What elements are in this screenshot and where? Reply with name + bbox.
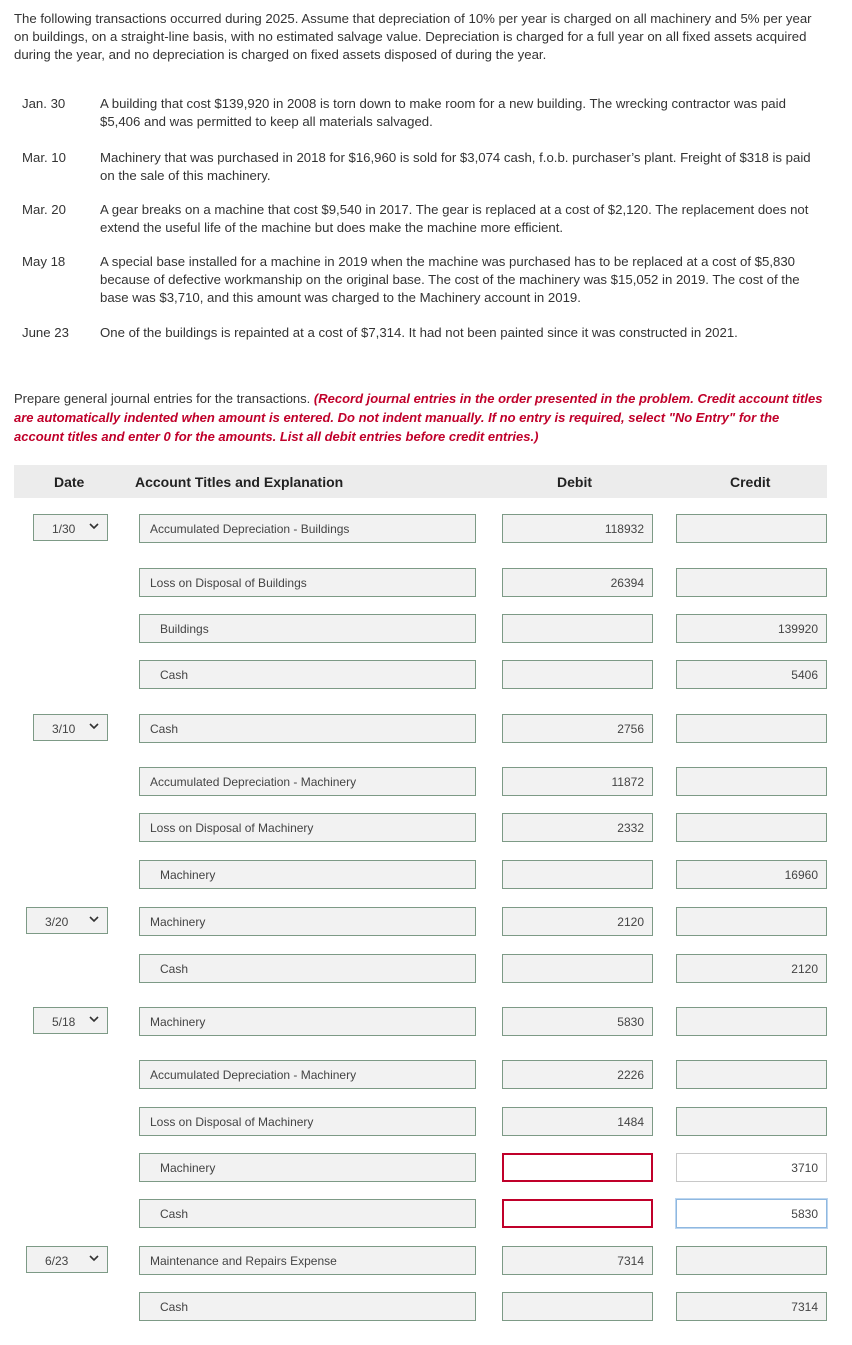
account-title-input[interactable] xyxy=(139,1060,476,1089)
debit-input[interactable]: 2120 xyxy=(502,907,653,936)
date-select[interactable] xyxy=(33,714,108,741)
debit-input[interactable]: 26394 xyxy=(502,568,653,597)
account-title-value: Machinery xyxy=(150,1015,206,1029)
date-value: 1/30 xyxy=(52,522,76,536)
credit-input[interactable]: 5406 xyxy=(676,660,827,689)
debit-input[interactable] xyxy=(502,1292,653,1321)
instructions-emphasis: (Record journal entries in the order presented in the problem. Credit account titles are automatically indented when amount is entered. Do not indent manually. If no entry is required, select "No Entry" for the account titles and enter 0 for the amounts. List all debit entries before credit entries.) xyxy=(14,391,823,444)
account-title-input[interactable] xyxy=(139,860,476,889)
debit-input[interactable]: 2332 xyxy=(502,813,653,842)
debit-input[interactable] xyxy=(502,1199,653,1228)
date-value: 5/18 xyxy=(52,1015,76,1029)
credit-input[interactable] xyxy=(676,813,827,842)
debit-input[interactable]: 11872 xyxy=(502,767,653,796)
transaction-text: A special base installed for a machine in 2019 when the machine was purchased has to be replaced at a cost of $5,830 because of defective workmanship on the original base. The cost of the machinery was $15,052 in 2019. The cost of the base was $3,710, and this amount was charged to the Machinery account in 2019. xyxy=(100,254,800,305)
account-title-input[interactable] xyxy=(139,1292,476,1321)
debit-input[interactable]: 1484 xyxy=(502,1107,653,1136)
journal-row xyxy=(0,1107,852,1136)
date-value: 6/23 xyxy=(45,1254,69,1268)
problem-intro: The following transactions occurred during 2025. Assume that depreciation of 10% per year is charged on all machinery and 5% per year on buildings, on a straight-line basis, with no estimated salvage value. Depreciation is charged for a full year on all fixed assets acquired during the year, and no depreciation is charged on fixed assets disposed of during the year. xyxy=(14,11,812,62)
account-title-value: Cash xyxy=(160,1207,189,1221)
account-title-input[interactable] xyxy=(139,568,476,597)
journal-row xyxy=(0,1246,852,1275)
debit-input[interactable] xyxy=(502,1153,653,1182)
date-select[interactable] xyxy=(26,1246,108,1273)
debit-input[interactable]: 5830 xyxy=(502,1007,653,1036)
account-title-value: Loss on Disposal of Machinery xyxy=(150,1115,314,1129)
transaction-text: A building that cost $139,920 in 2008 is torn down to make room for a new building. The wrecking contractor was paid $5,406 and was permitted to keep all materials salvaged. xyxy=(100,96,786,129)
debit-input[interactable]: 7314 xyxy=(502,1246,653,1275)
credit-input[interactable]: 2120 xyxy=(676,954,827,983)
credit-input[interactable] xyxy=(676,1007,827,1036)
header-credit: Credit xyxy=(730,474,771,490)
transaction-date: Mar. 20 xyxy=(22,202,66,217)
debit-input[interactable]: 2226 xyxy=(502,1060,653,1089)
credit-input[interactable] xyxy=(676,1246,827,1275)
account-title-input[interactable] xyxy=(139,1107,476,1136)
credit-input[interactable]: 16960 xyxy=(676,860,827,889)
debit-input[interactable] xyxy=(502,954,653,983)
account-title-input[interactable] xyxy=(139,514,476,543)
account-title-value: Accumulated Depreciation - Machinery xyxy=(150,775,357,789)
credit-input[interactable] xyxy=(676,1107,827,1136)
account-title-value: Cash xyxy=(150,722,179,736)
account-title-input[interactable] xyxy=(139,714,476,743)
account-title-input[interactable] xyxy=(139,660,476,689)
transaction-date: Jan. 30 xyxy=(22,96,66,111)
journal-row xyxy=(0,614,852,643)
journal-row xyxy=(0,860,852,889)
debit-input[interactable]: 118932 xyxy=(502,514,653,543)
account-title-input[interactable] xyxy=(139,954,476,983)
account-title-input[interactable] xyxy=(139,1199,476,1228)
account-title-value: Accumulated Depreciation - Buildings xyxy=(150,522,350,536)
instructions-text: Prepare general journal entries for the transactions. xyxy=(14,391,314,406)
account-title-input[interactable] xyxy=(139,1246,476,1275)
journal-row xyxy=(0,1292,852,1321)
account-title-value: Cash xyxy=(160,962,189,976)
account-title-value: Machinery xyxy=(160,868,216,882)
journal-row xyxy=(0,954,852,983)
instructions xyxy=(14,389,826,446)
date-value: 3/10 xyxy=(52,722,76,736)
date-value: 3/20 xyxy=(45,915,69,929)
account-title-value: Cash xyxy=(160,1300,189,1314)
date-select[interactable] xyxy=(33,514,108,541)
header-debit: Debit xyxy=(557,474,592,490)
chevron-down-icon xyxy=(89,1253,99,1263)
journal-table-header xyxy=(14,465,827,498)
transaction-date: June 23 xyxy=(22,325,69,340)
credit-input[interactable] xyxy=(676,714,827,743)
credit-input[interactable]: 5830 xyxy=(676,1199,827,1228)
account-title-value: Machinery xyxy=(150,915,206,929)
transaction-text: A gear breaks on a machine that cost $9,540 in 2017. The gear is replaced at a cost of $2,120. The replacement does not extend the useful life of the machine but does make the machine more efficient. xyxy=(100,202,809,235)
account-title-input[interactable] xyxy=(139,1153,476,1182)
account-title-value: Cash xyxy=(160,668,189,682)
account-title-input[interactable] xyxy=(139,813,476,842)
date-select[interactable] xyxy=(26,907,108,934)
journal-row xyxy=(0,1060,852,1089)
journal-row xyxy=(0,1199,852,1228)
chevron-down-icon xyxy=(89,521,99,531)
journal-row xyxy=(0,767,852,796)
journal-row xyxy=(0,568,852,597)
header-account: Account Titles and Explanation xyxy=(135,474,344,490)
credit-input[interactable] xyxy=(676,907,827,936)
journal-row xyxy=(0,660,852,689)
debit-input[interactable] xyxy=(502,860,653,889)
account-title-input[interactable] xyxy=(139,614,476,643)
credit-input[interactable]: 7314 xyxy=(676,1292,827,1321)
journal-row xyxy=(0,907,852,936)
credit-input[interactable]: 139920 xyxy=(676,614,827,643)
transaction-date: Mar. 10 xyxy=(22,150,66,165)
journal-row xyxy=(0,1007,852,1036)
chevron-down-icon xyxy=(89,1014,99,1024)
credit-input[interactable] xyxy=(676,514,827,543)
date-select[interactable] xyxy=(33,1007,108,1034)
credit-input[interactable] xyxy=(676,1060,827,1089)
account-title-input[interactable] xyxy=(139,907,476,936)
transaction-text: One of the buildings is repainted at a cost of $7,314. It had not been painted since it was constructed in 2021. xyxy=(100,325,738,340)
account-title-value: Maintenance and Repairs Expense xyxy=(150,1254,337,1268)
credit-input[interactable] xyxy=(676,767,827,796)
credit-input[interactable] xyxy=(676,568,827,597)
account-title-value: Machinery xyxy=(160,1161,216,1175)
account-title-input[interactable] xyxy=(139,1007,476,1036)
account-title-input[interactable] xyxy=(139,767,476,796)
header-date: Date xyxy=(54,474,85,490)
account-title-value: Loss on Disposal of Machinery xyxy=(150,821,314,835)
credit-input[interactable]: 3710 xyxy=(676,1153,827,1182)
chevron-down-icon xyxy=(89,914,99,924)
transaction-date: May 18 xyxy=(22,254,66,269)
transaction-text: Machinery that was purchased in 2018 for $16,960 is sold for $3,074 cash, f.o.b. purchaser’s plant. Freight of $318 is paid on the sale of this machinery. xyxy=(100,150,811,183)
account-title-value: Buildings xyxy=(160,622,209,636)
journal-row xyxy=(0,813,852,842)
account-title-value: Accumulated Depreciation - Machinery xyxy=(150,1068,357,1082)
journal-row xyxy=(0,714,852,743)
debit-input[interactable] xyxy=(502,614,653,643)
debit-input[interactable]: 2756 xyxy=(502,714,653,743)
chevron-down-icon xyxy=(89,721,99,731)
journal-row xyxy=(0,1153,852,1182)
journal-row xyxy=(0,514,852,543)
debit-input[interactable] xyxy=(502,660,653,689)
account-title-value: Loss on Disposal of Buildings xyxy=(150,576,307,590)
